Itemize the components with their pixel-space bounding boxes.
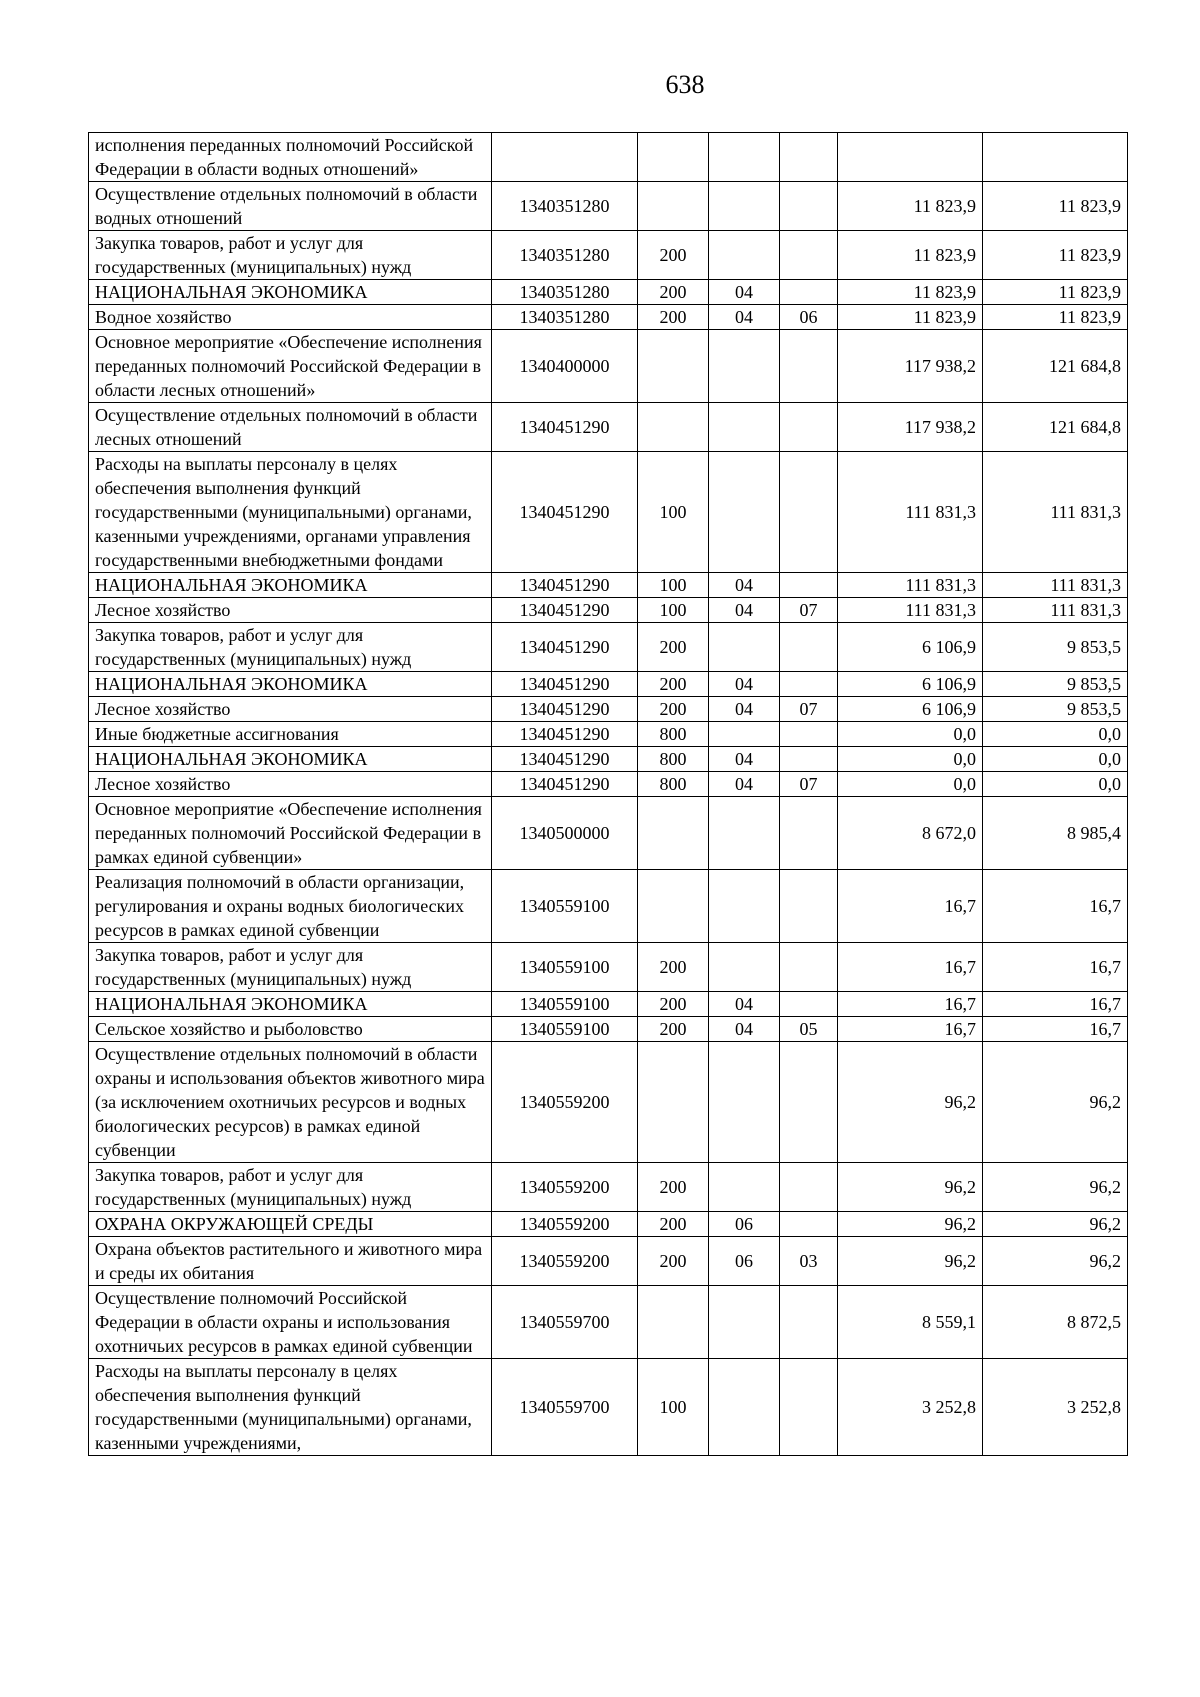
- amount-year-1-cell: 8 559,1: [838, 1286, 983, 1359]
- subsection-cell: 07: [780, 598, 838, 623]
- expense-type-cell: 200: [638, 1017, 709, 1042]
- target-article-code-cell: 1340500000: [492, 797, 638, 870]
- subsection-cell: [780, 747, 838, 772]
- amount-year-1-cell: 11 823,9: [838, 231, 983, 280]
- amount-year-1-cell: 111 831,3: [838, 598, 983, 623]
- table-row: [89, 231, 1128, 280]
- expense-type-cell: [638, 1286, 709, 1359]
- expense-type-cell: [638, 870, 709, 943]
- expense-type-cell: 200: [638, 623, 709, 672]
- target-article-code-cell: 1340559100: [492, 943, 638, 992]
- expense-type-cell: [638, 133, 709, 182]
- target-article-code-cell: 1340451290: [492, 573, 638, 598]
- expense-type-cell: [638, 403, 709, 452]
- row-name-cell: Расходы на выплаты персоналу в целях обеспечения выполнения функций государственными (муниципальными) органами, казенными учреждениями, органами управления государственными внебюджетными фондами: [89, 452, 492, 573]
- table-row: [89, 722, 1128, 747]
- amount-year-2-cell: 0,0: [983, 772, 1128, 797]
- target-article-code-cell: [492, 133, 638, 182]
- amount-year-1-cell: 11 823,9: [838, 182, 983, 231]
- amount-year-1-cell: 16,7: [838, 943, 983, 992]
- table-row: [89, 182, 1128, 231]
- amount-year-1-cell: 96,2: [838, 1042, 983, 1163]
- amount-year-2-cell: 121 684,8: [983, 403, 1128, 452]
- subsection-cell: [780, 870, 838, 943]
- target-article-code-cell: 1340351280: [492, 182, 638, 231]
- amount-year-1-cell: 117 938,2: [838, 403, 983, 452]
- section-cell: [709, 1359, 780, 1456]
- amount-year-1-cell: 6 106,9: [838, 672, 983, 697]
- section-cell: [709, 722, 780, 747]
- section-cell: 04: [709, 772, 780, 797]
- table-row: [89, 747, 1128, 772]
- amount-year-2-cell: 111 831,3: [983, 598, 1128, 623]
- page-number: 638: [665, 70, 705, 99]
- subsection-cell: [780, 992, 838, 1017]
- expense-type-cell: 100: [638, 573, 709, 598]
- expense-type-cell: 200: [638, 1163, 709, 1212]
- target-article-code-cell: 1340559200: [492, 1042, 638, 1163]
- expense-type-cell: 200: [638, 943, 709, 992]
- table-row: [89, 1212, 1128, 1237]
- row-name-cell: Охрана объектов растительного и животного мира и среды их обитания: [89, 1237, 492, 1286]
- amount-year-1-cell: 11 823,9: [838, 280, 983, 305]
- subsection-cell: [780, 1212, 838, 1237]
- amount-year-1-cell: 11 823,9: [838, 305, 983, 330]
- amount-year-1-cell: 96,2: [838, 1237, 983, 1286]
- row-name-cell: Лесное хозяйство: [89, 697, 492, 722]
- expense-type-cell: 200: [638, 672, 709, 697]
- subsection-cell: [780, 722, 838, 747]
- subsection-cell: [780, 623, 838, 672]
- section-cell: [709, 623, 780, 672]
- expense-type-cell: 200: [638, 992, 709, 1017]
- amount-year-1-cell: 0,0: [838, 722, 983, 747]
- amount-year-2-cell: 9 853,5: [983, 672, 1128, 697]
- expense-type-cell: 200: [638, 1212, 709, 1237]
- row-name-cell: НАЦИОНАЛЬНАЯ ЭКОНОМИКА: [89, 280, 492, 305]
- expense-type-cell: 200: [638, 305, 709, 330]
- target-article-code-cell: 1340451290: [492, 403, 638, 452]
- table-row: [89, 1286, 1128, 1359]
- amount-year-1-cell: 3 252,8: [838, 1359, 983, 1456]
- row-name-cell: Иные бюджетные ассигнования: [89, 722, 492, 747]
- amount-year-2-cell: 16,7: [983, 992, 1128, 1017]
- amount-year-2-cell: 11 823,9: [983, 182, 1128, 231]
- row-name-cell: Основное мероприятие «Обеспечение исполнения переданных полномочий Российской Федерации в рамках единой субвенции»: [89, 797, 492, 870]
- expense-type-cell: [638, 797, 709, 870]
- row-name-cell: Сельское хозяйство и рыболовство: [89, 1017, 492, 1042]
- amount-year-2-cell: 3 252,8: [983, 1359, 1128, 1456]
- section-cell: 04: [709, 280, 780, 305]
- table-row: [89, 280, 1128, 305]
- table-row: [89, 330, 1128, 403]
- subsection-cell: 06: [780, 305, 838, 330]
- table-row: [89, 1237, 1128, 1286]
- row-name-cell: Лесное хозяйство: [89, 598, 492, 623]
- target-article-code-cell: 1340400000: [492, 330, 638, 403]
- section-cell: [709, 452, 780, 573]
- amount-year-2-cell: 0,0: [983, 747, 1128, 772]
- subsection-cell: [780, 943, 838, 992]
- table-row: [89, 1017, 1128, 1042]
- subsection-cell: [780, 403, 838, 452]
- table-row: [89, 992, 1128, 1017]
- table-row: [89, 305, 1128, 330]
- section-cell: 04: [709, 697, 780, 722]
- table-row: [89, 452, 1128, 573]
- amount-year-1-cell: [838, 133, 983, 182]
- subsection-cell: [780, 672, 838, 697]
- subsection-cell: 07: [780, 772, 838, 797]
- row-name-cell: Осуществление полномочий Российской Федерации в области охраны и использования охотничьих ресурсов в рамках единой субвенции: [89, 1286, 492, 1359]
- expense-type-cell: 100: [638, 452, 709, 573]
- row-name-cell: НАЦИОНАЛЬНАЯ ЭКОНОМИКА: [89, 992, 492, 1017]
- amount-year-2-cell: 9 853,5: [983, 623, 1128, 672]
- target-article-code-cell: 1340559100: [492, 1017, 638, 1042]
- row-name-cell: Расходы на выплаты персоналу в целях обеспечения выполнения функций государственными (муниципальными) органами, казенными учреждениями,: [89, 1359, 492, 1456]
- subsection-cell: [780, 280, 838, 305]
- amount-year-2-cell: 111 831,3: [983, 573, 1128, 598]
- section-cell: [709, 1042, 780, 1163]
- table-row: [89, 697, 1128, 722]
- target-article-code-cell: 1340559700: [492, 1286, 638, 1359]
- subsection-cell: 03: [780, 1237, 838, 1286]
- section-cell: [709, 330, 780, 403]
- subsection-cell: [780, 1042, 838, 1163]
- amount-year-1-cell: 16,7: [838, 1017, 983, 1042]
- table-row: [89, 133, 1128, 182]
- row-name-cell: НАЦИОНАЛЬНАЯ ЭКОНОМИКА: [89, 573, 492, 598]
- table-row: [89, 870, 1128, 943]
- amount-year-1-cell: 6 106,9: [838, 697, 983, 722]
- table-row: [89, 1359, 1128, 1456]
- section-cell: [709, 797, 780, 870]
- amount-year-2-cell: 111 831,3: [983, 452, 1128, 573]
- target-article-code-cell: 1340351280: [492, 280, 638, 305]
- section-cell: 04: [709, 573, 780, 598]
- row-name-cell: Осуществление отдельных полномочий в области водных отношений: [89, 182, 492, 231]
- expense-type-cell: 800: [638, 747, 709, 772]
- row-name-cell: Осуществление отдельных полномочий в области охраны и использования объектов животного мира (за исключением охотничьих ресурсов и водных биологических ресурсов) в рамках единой субвенции: [89, 1042, 492, 1163]
- section-cell: [709, 1286, 780, 1359]
- target-article-code-cell: 1340451290: [492, 623, 638, 672]
- budget-table-body: [89, 133, 1128, 1456]
- expense-type-cell: [638, 182, 709, 231]
- section-cell: 04: [709, 747, 780, 772]
- subsection-cell: [780, 573, 838, 598]
- amount-year-1-cell: 0,0: [838, 772, 983, 797]
- subsection-cell: [780, 133, 838, 182]
- target-article-code-cell: 1340559200: [492, 1163, 638, 1212]
- section-cell: [709, 182, 780, 231]
- amount-year-2-cell: 11 823,9: [983, 305, 1128, 330]
- row-name-cell: Основное мероприятие «Обеспечение исполнения переданных полномочий Российской Федерации в области лесных отношений»: [89, 330, 492, 403]
- row-name-cell: Осуществление отдельных полномочий в области лесных отношений: [89, 403, 492, 452]
- section-cell: 04: [709, 1017, 780, 1042]
- subsection-cell: [780, 1286, 838, 1359]
- expense-type-cell: 200: [638, 1237, 709, 1286]
- target-article-code-cell: 1340559200: [492, 1212, 638, 1237]
- row-name-cell: ОХРАНА ОКРУЖАЮЩЕЙ СРЕДЫ: [89, 1212, 492, 1237]
- row-name-cell: Закупка товаров, работ и услуг для государственных (муниципальных) нужд: [89, 943, 492, 992]
- table-row: [89, 598, 1128, 623]
- subsection-cell: [780, 1163, 838, 1212]
- section-cell: [709, 943, 780, 992]
- target-article-code-cell: 1340559100: [492, 992, 638, 1017]
- expense-type-cell: 200: [638, 697, 709, 722]
- row-name-cell: исполнения переданных полномочий Российской Федерации в области водных отношений»: [89, 133, 492, 182]
- section-cell: 04: [709, 598, 780, 623]
- target-article-code-cell: 1340451290: [492, 672, 638, 697]
- table-row: [89, 1042, 1128, 1163]
- expense-type-cell: 100: [638, 1359, 709, 1456]
- amount-year-2-cell: 8 872,5: [983, 1286, 1128, 1359]
- subsection-cell: 07: [780, 697, 838, 722]
- table-row: [89, 403, 1128, 452]
- subsection-cell: 05: [780, 1017, 838, 1042]
- section-cell: 06: [709, 1237, 780, 1286]
- amount-year-2-cell: 0,0: [983, 722, 1128, 747]
- row-name-cell: Закупка товаров, работ и услуг для государственных (муниципальных) нужд: [89, 231, 492, 280]
- amount-year-2-cell: [983, 133, 1128, 182]
- target-article-code-cell: 1340559200: [492, 1237, 638, 1286]
- amount-year-1-cell: 117 938,2: [838, 330, 983, 403]
- subsection-cell: [780, 330, 838, 403]
- subsection-cell: [780, 797, 838, 870]
- row-name-cell: Закупка товаров, работ и услуг для государственных (муниципальных) нужд: [89, 623, 492, 672]
- row-name-cell: Реализация полномочий в области организации, регулирования и охраны водных биологических ресурсов в рамках единой субвенции: [89, 870, 492, 943]
- expense-type-cell: 200: [638, 231, 709, 280]
- expense-type-cell: [638, 330, 709, 403]
- table-row: [89, 573, 1128, 598]
- section-cell: 06: [709, 1212, 780, 1237]
- target-article-code-cell: 1340451290: [492, 722, 638, 747]
- section-cell: 04: [709, 672, 780, 697]
- amount-year-2-cell: 8 985,4: [983, 797, 1128, 870]
- expense-type-cell: 800: [638, 722, 709, 747]
- target-article-code-cell: 1340451290: [492, 747, 638, 772]
- amount-year-1-cell: 0,0: [838, 747, 983, 772]
- amount-year-2-cell: 9 853,5: [983, 697, 1128, 722]
- section-cell: [709, 403, 780, 452]
- target-article-code-cell: 1340559700: [492, 1359, 638, 1456]
- amount-year-1-cell: 16,7: [838, 870, 983, 943]
- subsection-cell: [780, 452, 838, 573]
- row-name-cell: НАЦИОНАЛЬНАЯ ЭКОНОМИКА: [89, 747, 492, 772]
- amount-year-1-cell: 111 831,3: [838, 573, 983, 598]
- section-cell: 04: [709, 305, 780, 330]
- amount-year-2-cell: 121 684,8: [983, 330, 1128, 403]
- expense-type-cell: [638, 1042, 709, 1163]
- amount-year-1-cell: 96,2: [838, 1212, 983, 1237]
- amount-year-2-cell: 96,2: [983, 1212, 1128, 1237]
- amount-year-1-cell: 96,2: [838, 1163, 983, 1212]
- target-article-code-cell: 1340451290: [492, 598, 638, 623]
- amount-year-1-cell: 6 106,9: [838, 623, 983, 672]
- subsection-cell: [780, 182, 838, 231]
- table-row: [89, 772, 1128, 797]
- amount-year-2-cell: 11 823,9: [983, 280, 1128, 305]
- amount-year-2-cell: 11 823,9: [983, 231, 1128, 280]
- amount-year-2-cell: 16,7: [983, 943, 1128, 992]
- table-row: [89, 1163, 1128, 1212]
- expense-type-cell: 100: [638, 598, 709, 623]
- target-article-code-cell: 1340351280: [492, 305, 638, 330]
- section-cell: 04: [709, 992, 780, 1017]
- row-name-cell: НАЦИОНАЛЬНАЯ ЭКОНОМИКА: [89, 672, 492, 697]
- amount-year-1-cell: 8 672,0: [838, 797, 983, 870]
- amount-year-1-cell: 111 831,3: [838, 452, 983, 573]
- target-article-code-cell: 1340351280: [492, 231, 638, 280]
- row-name-cell: Закупка товаров, работ и услуг для государственных (муниципальных) нужд: [89, 1163, 492, 1212]
- table-row: [89, 623, 1128, 672]
- amount-year-2-cell: 16,7: [983, 870, 1128, 943]
- table-row: [89, 943, 1128, 992]
- target-article-code-cell: 1340451290: [492, 697, 638, 722]
- subsection-cell: [780, 231, 838, 280]
- budget-table: [88, 132, 1128, 1456]
- section-cell: [709, 1163, 780, 1212]
- row-name-cell: Лесное хозяйство: [89, 772, 492, 797]
- amount-year-2-cell: 96,2: [983, 1237, 1128, 1286]
- target-article-code-cell: 1340451290: [492, 452, 638, 573]
- row-name-cell: Водное хозяйство: [89, 305, 492, 330]
- section-cell: [709, 133, 780, 182]
- expense-type-cell: 200: [638, 280, 709, 305]
- table-row: [89, 672, 1128, 697]
- expense-type-cell: 800: [638, 772, 709, 797]
- amount-year-2-cell: 16,7: [983, 1017, 1128, 1042]
- amount-year-1-cell: 16,7: [838, 992, 983, 1017]
- amount-year-2-cell: 96,2: [983, 1042, 1128, 1163]
- target-article-code-cell: 1340451290: [492, 772, 638, 797]
- subsection-cell: [780, 1359, 838, 1456]
- section-cell: [709, 870, 780, 943]
- table-row: [89, 797, 1128, 870]
- target-article-code-cell: 1340559100: [492, 870, 638, 943]
- amount-year-2-cell: 96,2: [983, 1163, 1128, 1212]
- section-cell: [709, 231, 780, 280]
